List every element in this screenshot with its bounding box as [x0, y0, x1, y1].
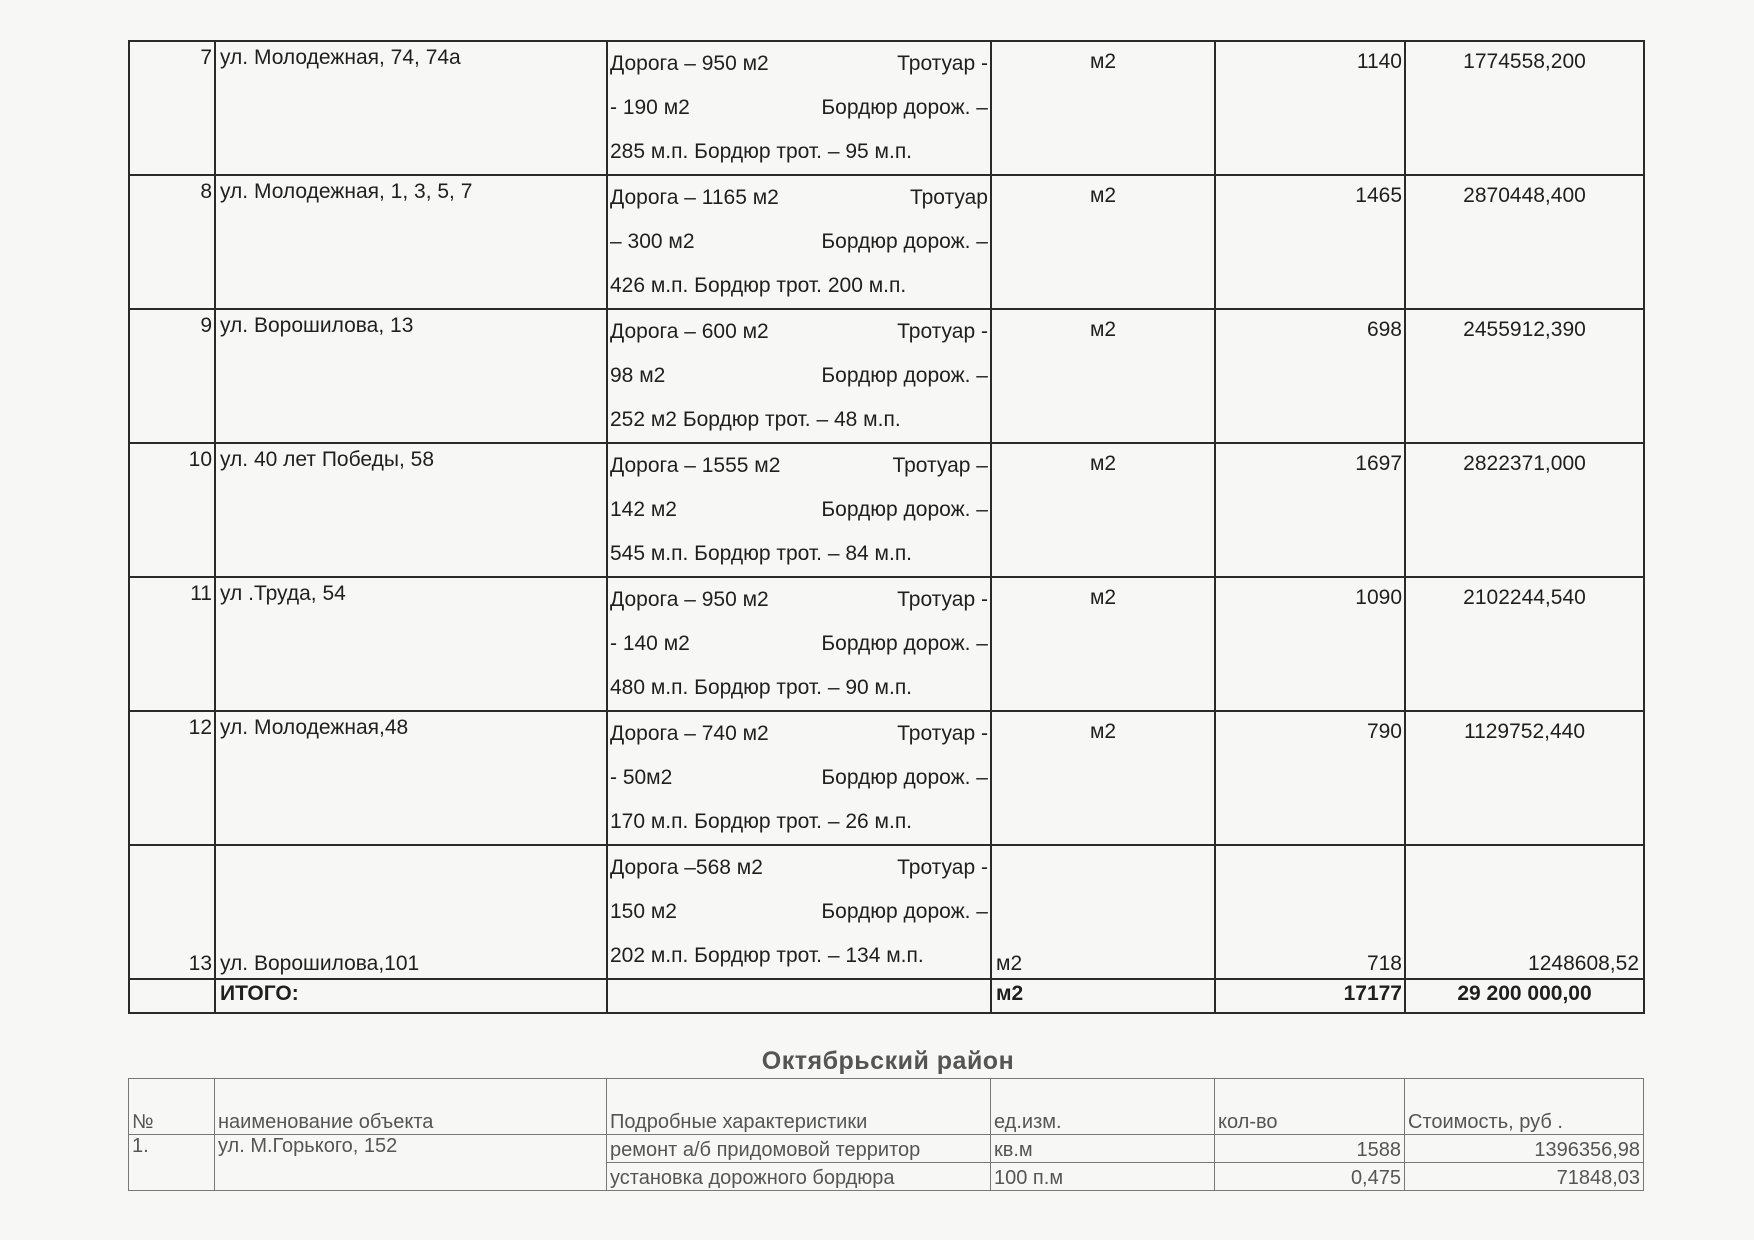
desc-part: 202 м.п. Бордюр трот. – 134 м.п.: [610, 944, 924, 967]
desc-part: Бордюр дорож. –: [821, 900, 988, 923]
row-num: 7: [129, 41, 215, 175]
row-name: ул. Молодежная, 1, 3, 5, 7: [215, 175, 607, 309]
desc-part: Бордюр дорож. –: [821, 364, 988, 387]
row-unit: 100 п.м: [991, 1163, 1215, 1191]
desc-line: [610, 130, 988, 174]
row-name: ул. Молодежная,48: [215, 711, 607, 845]
desc-line: [610, 86, 988, 130]
row-desc: [607, 577, 991, 711]
row-unit: м2: [991, 711, 1215, 845]
desc-part: Дорога – 600 м2: [610, 320, 769, 343]
desc-part: 545 м.п. Бордюр трот. – 84 м.п.: [610, 542, 913, 565]
table-row: [129, 41, 1644, 175]
row-name: ул. 40 лет Победы, 58: [215, 443, 607, 577]
repair-table: [128, 40, 1645, 1014]
row-desc: [607, 41, 991, 175]
desc-line: [610, 578, 988, 622]
row-cost: 2102244,540: [1405, 577, 1644, 711]
repair-table-body: [129, 41, 1644, 1013]
row-num: 13: [129, 845, 215, 979]
desc-part: Дорога – 950 м2: [610, 52, 769, 75]
desc-part: – 300 м2: [610, 230, 695, 253]
table-row: [129, 845, 1644, 979]
row-desc: ремонт а/б придомовой территор: [607, 1135, 991, 1163]
row-name: ул .Труда, 54: [215, 577, 607, 711]
row-num: 12: [129, 711, 215, 845]
table-row: [129, 309, 1644, 443]
header-unit: ед.изм.: [991, 1079, 1215, 1135]
desc-part: Бордюр дорож. –: [821, 96, 988, 119]
desc-part: Тротуар -: [897, 320, 988, 343]
section-title: Октябрьский район: [761, 1047, 1015, 1075]
desc-part: - 140 м2: [610, 632, 690, 655]
desc-part: Тротуар -: [897, 856, 988, 879]
row-unit: м2: [991, 577, 1215, 711]
row-num: 10: [129, 443, 215, 577]
total-cost: 29 200 000,00: [1405, 979, 1644, 1013]
row-qty: 698: [1215, 309, 1405, 443]
row-cost: 2455912,390: [1405, 309, 1644, 443]
row-desc: установка дорожного бордюра: [607, 1163, 991, 1191]
row-qty: 1588: [1215, 1135, 1405, 1163]
desc-part: Бордюр дорож. –: [821, 230, 988, 253]
row-unit: м2: [991, 309, 1215, 443]
desc-part: Дорога –568 м2: [610, 856, 763, 879]
header-name: наименование объекта: [215, 1079, 607, 1135]
row-unit: м2: [991, 443, 1215, 577]
desc-part: Тротуар -: [897, 588, 988, 611]
total-row: [129, 979, 1644, 1013]
desc-line: [610, 800, 988, 844]
desc-part: - 50м2: [610, 766, 673, 789]
row-qty: 718: [1215, 845, 1405, 979]
row-unit: м2: [991, 41, 1215, 175]
row-unit: кв.м: [991, 1135, 1215, 1163]
table-row: [129, 175, 1644, 309]
row-unit: м2: [991, 175, 1215, 309]
row-cost: 1774558,200: [1405, 41, 1644, 175]
total-unit: м2: [991, 979, 1215, 1013]
table-row: [129, 711, 1644, 845]
row-num: 8: [129, 175, 215, 309]
table-row: [129, 1135, 1644, 1163]
row-qty: 1697: [1215, 443, 1405, 577]
desc-line: [610, 666, 988, 710]
row-name: ул. Ворошилова, 13: [215, 309, 607, 443]
row-cost: 1248608,52: [1405, 845, 1644, 979]
desc-part: Тротуар: [909, 186, 988, 209]
total-qty: 17177: [1215, 979, 1405, 1013]
total-label: ИТОГО:: [215, 979, 607, 1013]
desc-part: Дорога – 1555 м2: [610, 454, 781, 477]
table-row: [129, 443, 1644, 577]
header-desc: Подробные характеристики: [607, 1079, 991, 1135]
desc-line: [610, 310, 988, 354]
row-unit: м2: [991, 845, 1215, 979]
desc-part: Бордюр дорож. –: [821, 632, 988, 655]
row-name: ул. М.Горького, 152: [215, 1135, 607, 1191]
row-name: ул. Ворошилова,101: [215, 845, 607, 979]
row-num: 9: [129, 309, 215, 443]
row-cost: 2870448,400: [1405, 175, 1644, 309]
desc-part: Дорога – 950 м2: [610, 588, 769, 611]
row-qty: 0,475: [1215, 1163, 1405, 1191]
row-desc: [607, 175, 991, 309]
row-desc: [607, 845, 991, 979]
desc-part: 252 м2 Бордюр трот. – 48 м.п.: [610, 408, 901, 431]
header-num: №: [129, 1079, 215, 1135]
desc-part: Тротуар -: [897, 52, 988, 75]
desc-line: [610, 488, 988, 532]
total-num: [129, 979, 215, 1013]
desc-line: [610, 934, 988, 978]
desc-line: [610, 444, 988, 488]
header-qty: кол-во: [1215, 1079, 1405, 1135]
row-qty: 790: [1215, 711, 1405, 845]
desc-line: [610, 712, 988, 756]
desc-part: Тротуар –: [892, 454, 988, 477]
desc-part: 480 м.п. Бордюр трот. – 90 м.п.: [610, 676, 913, 699]
row-cost: 1129752,440: [1405, 711, 1644, 845]
header-cost: Стоимость, руб .: [1405, 1079, 1644, 1135]
desc-line: [610, 42, 988, 86]
district-table: [128, 1078, 1644, 1191]
row-cost: 2822371,000: [1405, 443, 1644, 577]
desc-line: [610, 398, 988, 442]
row-num: 11: [129, 577, 215, 711]
table-row: [129, 577, 1644, 711]
desc-line: [610, 532, 988, 576]
row-cost: 1396356,98: [1405, 1135, 1644, 1163]
row-qty: 1465: [1215, 175, 1405, 309]
row-name: ул. Молодежная, 74, 74а: [215, 41, 607, 175]
row-qty: 1140: [1215, 41, 1405, 175]
desc-line: [610, 890, 988, 934]
desc-part: Бордюр дорож. –: [821, 498, 988, 521]
desc-line: [610, 846, 988, 890]
table-header-row: [129, 1079, 1644, 1135]
total-desc: [607, 979, 991, 1013]
row-num: 1.: [129, 1135, 215, 1191]
desc-line: [610, 622, 988, 666]
desc-part: 150 м2: [610, 900, 677, 923]
row-desc: [607, 443, 991, 577]
desc-part: Бордюр дорож. –: [821, 766, 988, 789]
desc-line: [610, 756, 988, 800]
desc-part: Тротуар -: [897, 722, 988, 745]
desc-line: [610, 354, 988, 398]
desc-line: [610, 220, 988, 264]
desc-part: 426 м.п. Бордюр трот. 200 м.п.: [610, 274, 907, 297]
desc-part: Дорога – 1165 м2: [610, 186, 779, 209]
desc-part: 142 м2: [610, 498, 677, 521]
desc-line: [610, 176, 988, 220]
desc-line: [610, 264, 988, 308]
row-qty: 1090: [1215, 577, 1405, 711]
row-cost: 71848,03: [1405, 1163, 1644, 1191]
desc-part: 285 м.п. Бордюр трот. – 95 м.п.: [610, 140, 913, 163]
desc-part: Дорога – 740 м2: [610, 722, 769, 745]
desc-part: 98 м2: [610, 364, 666, 387]
desc-part: - 190 м2: [610, 96, 690, 119]
row-desc: [607, 309, 991, 443]
row-desc: [607, 711, 991, 845]
desc-part: 170 м.п. Бордюр трот. – 26 м.п.: [610, 810, 913, 833]
